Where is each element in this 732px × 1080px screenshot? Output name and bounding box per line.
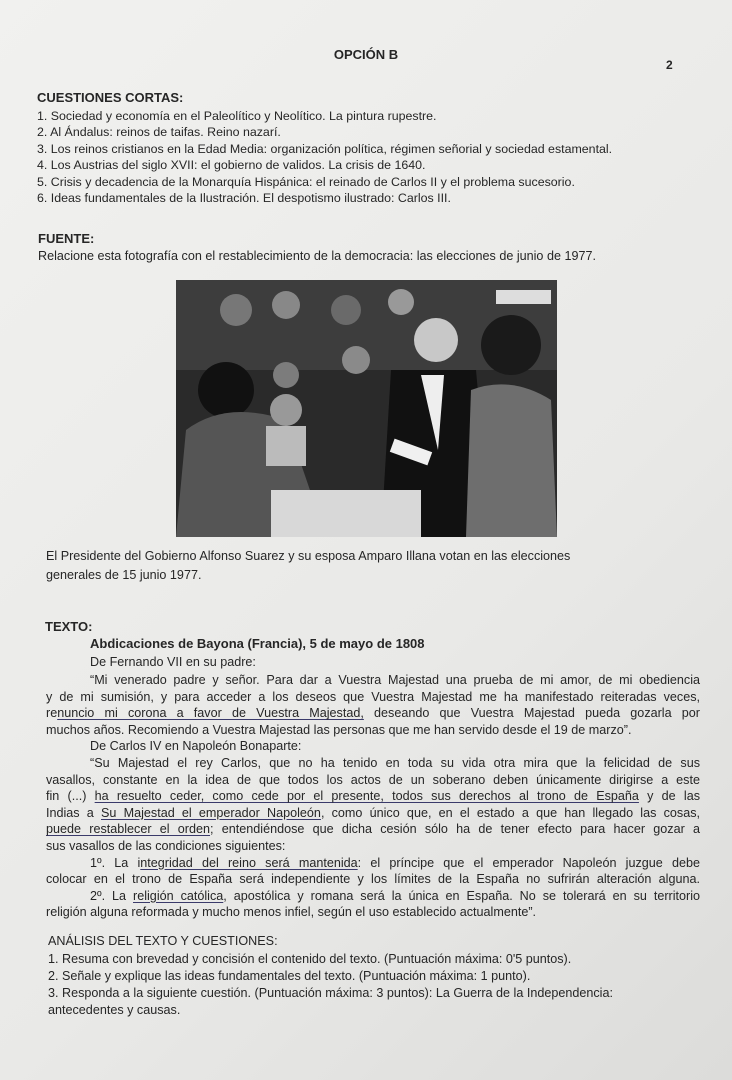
underlined-text: Su Majestad el emperador Napoleón [101, 805, 321, 820]
list-item: 6. Ideas fundamentales de la Ilustración. El despotismo ilustrado: Carlos III. [37, 191, 451, 206]
fuente-heading: FUENTE: [38, 231, 95, 246]
list-item: antecedentes y causas. [48, 1003, 181, 1017]
text-line [46, 772, 700, 789]
photo-caption-line-2: generales de 15 junio 1977. [46, 568, 202, 582]
cuestiones-list [37, 108, 612, 206]
text-line [46, 904, 700, 921]
texto-heading: TEXTO: [45, 619, 93, 634]
underlined-text: religión católica [133, 888, 224, 903]
list-item: 4. Los Austrias del siglo XVII: el gobierno de validos. La crisis de 1640. [37, 158, 426, 173]
underlined-text: puede restablecer el orden [46, 822, 211, 837]
text-line [46, 705, 700, 722]
text-segment: Indias a [46, 805, 102, 820]
text-line [46, 805, 700, 822]
list-item: 5. Crisis y decadencia de la Monarquía Hispánica: el reinado de Carlos II y el problema sucesorio. [37, 174, 575, 189]
list-item: 3. Los reinos cristianos en la Edad Media: organización política, régimen señorial y sociedad estamental. [37, 141, 613, 156]
analisis-heading: ANÁLISIS DEL TEXTO Y CUESTIONES: [48, 934, 278, 948]
analisis-list [48, 951, 613, 1019]
text-segment: “Mi venerado padre y señor. Para dar a Vuestra Majestad una prueba de mi amor, de mi obediencia [90, 673, 700, 687]
text-segment: religión alguna reformada y mucho menos infiel, según el uso establecido actualmente”. [46, 905, 537, 920]
text-line [46, 871, 700, 888]
text-line [46, 821, 700, 838]
text-line [46, 855, 700, 872]
text-segment: 1º. La i [90, 855, 141, 870]
list-item: 1. Resuma con brevedad y concisión el contenido del texto. (Puntuación máxima: 0'5 puntos). [48, 952, 572, 966]
text-line [46, 788, 700, 805]
text-segment: sus vasallos de las condiciones siguientes: [46, 838, 286, 853]
texto-intro: De Fernando VII en su padre: [90, 655, 256, 669]
text-segment: vasallos, constante en la idea de que todos los actos de un soberano deben únicamente dirigirse a este [46, 772, 700, 787]
text-line [46, 738, 700, 755]
list-item: 3. Responda a la siguiente cuestión. (Puntuación máxima: 3 puntos): La Guerra de la Independencia: [48, 986, 613, 1000]
text-segment: re [46, 706, 58, 721]
underlined-text: ha resuelto ceder, como cede por el presente, todos sus derechos al trono de España [94, 789, 639, 804]
text-line [46, 722, 700, 739]
text-segment: : el príncipe que el emperador Napoleón juzgue debe [357, 855, 700, 870]
texto-body [46, 672, 700, 921]
underlined-text: ntegridad del reino será mantenida [140, 855, 358, 870]
text-line [46, 672, 700, 689]
text-segment: , apostólica y romana será la única en España. No se tolerará en su territorio [223, 888, 701, 903]
cuestiones-heading: CUESTIONES CORTAS: [37, 90, 184, 105]
fuente-prompt: Relacione esta fotografía con el restablecimiento de la democracia: las elecciones de junio de 1977. [38, 249, 596, 263]
text-line [46, 888, 700, 905]
text-segment: ; entendiéndose que dicha cesión sólo ha de tener efecto para hacer gozar a [210, 822, 701, 837]
text-line [46, 689, 700, 706]
texto-title: Abdicaciones de Bayona (Francia), 5 de mayo de 1808 [90, 636, 425, 651]
list-item: 2. Señale y explique las ideas fundamentales del texto. (Puntuación máxima: 1 punto). [48, 969, 531, 983]
text-line [46, 755, 700, 772]
text-segment: colocar en el trono de España será independiente y los límites de la España no sufrirán alteración alguna. [46, 872, 700, 887]
list-item: 1. Sociedad y economía en el Paleolítico y Neolítico. La pintura rupestre. [37, 109, 437, 123]
text-segment: De Carlos IV en Napoleón Bonaparte: [90, 739, 302, 754]
text-line [46, 838, 700, 855]
election-photo [176, 280, 557, 537]
text-segment: fin (...) [46, 789, 95, 804]
list-item: 2. Al Ándalus: reinos de taifas. Reino nazarí. [37, 125, 281, 140]
page-number: 2 [666, 58, 673, 72]
text-segment: deseando que Vuestra Majestad pueda gozarla por [363, 706, 700, 721]
text-segment: y de las [638, 789, 701, 804]
text-segment: 2º. La [90, 888, 134, 903]
photo-caption-line-1: El Presidente del Gobierno Alfonso Suarez y su esposa Amparo Illana votan en las elecciones [46, 549, 571, 563]
underlined-text: nuncio mi corona a favor de Vuestra Majestad, [57, 706, 364, 721]
text-segment: , como único que, en el estado a que han llegado las cosas, [320, 805, 700, 820]
text-segment: y de mi sumisión, y para acceder a los deseos que Vuestra Majestad me ha manifestado reiteradas veces, [46, 689, 700, 704]
text-segment: muchos años. Recomiendo a Vuestra Majestad las personas que me han servido desde el 19 de marzo”. [46, 722, 632, 737]
page-title: OPCIÓN B [333, 47, 399, 62]
text-segment: “Su Majestad el rey Carlos, que no ha tenido en toda su vida otra mira que la felicidad de sus [90, 755, 700, 770]
